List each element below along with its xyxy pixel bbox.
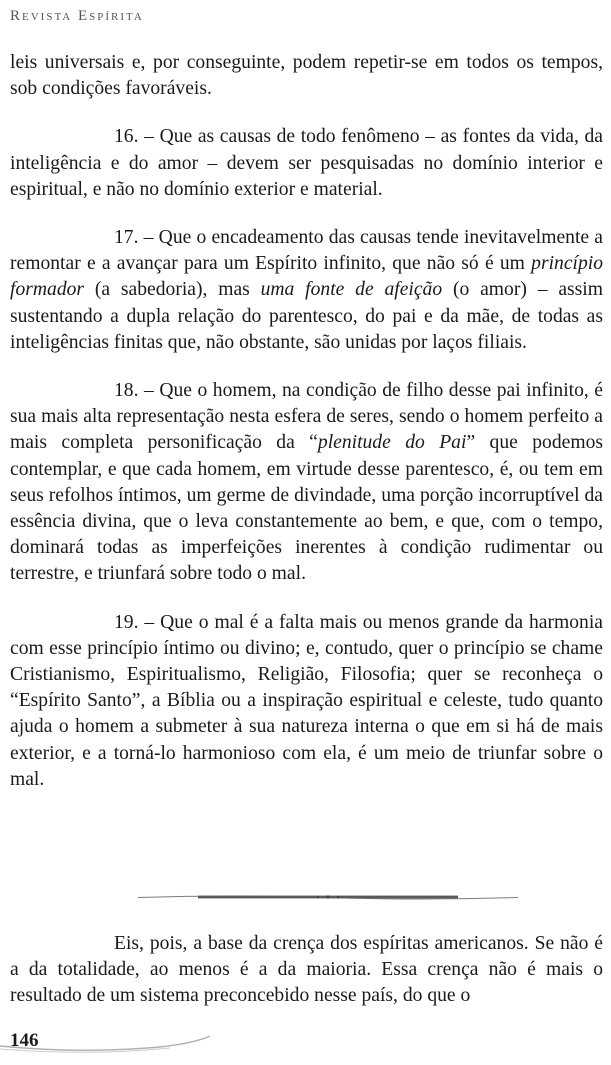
page-body-continued (10, 931, 603, 1032)
section-divider-ornament (138, 892, 518, 902)
paragraph-item-17 (10, 225, 603, 356)
paragraph-conclusion: Eis, pois, a base da crença dos espíritas americanos. Se não é a da totalidade, ao menos é a da maioria. Essa crença não é mais o resultado de um sistema preconcebido nesse país, do que o (10, 933, 603, 1007)
page-number: 146 (10, 1030, 39, 1051)
paragraph-item-19: 19. – Que o mal é a falta mais ou menos grande da harmonia com esse princípio íntimo ou divino; e, contudo, quer o princípio se chame Cristianismo, Espiritualismo, Religião, Filosofia; quer se reconheça o “Espírito Santo”, a Bíblia ou a inspiração espiritual e celeste, tudo quanto ajuda o homem a submeter à sua natureza interna o que em si há de mais exterior, e a torná-lo harmonioso com ela, é um meio de triunfar sobre o mal. (10, 611, 603, 790)
emphasis-principio-formador: princípio formador (10, 253, 603, 301)
running-header: Revista Espírita (10, 8, 144, 24)
text-span: 17. – Que o encadeamento das causas tende inevitavelmente a remontar e a avançar para um Espírito infinito, que não só é um (10, 227, 603, 275)
emphasis-fonte-de-afeicao: uma fonte de afeição (260, 279, 443, 301)
page-body (10, 50, 603, 815)
text-span: (o amor) – assim sustentando a dupla relação do parentesco, do pai e da mãe, de todas as inteligências finitas que, não obstante, são unidas por laços filiais. (10, 279, 603, 353)
text-span: (a sabedoria), mas (84, 279, 261, 301)
text-span: 18. – Que o homem, na condição de filho desse pai infinito, é sua mais alta representação nesta esfera de seres, sendo o homem perfeito a mais completa personificação da “ (10, 380, 603, 454)
text-span: ” que podemos contemplar, e que cada homem, em virtude desse parentesco, é, ou tem em seus refolhos íntimos, um germe de divindade, uma porção incorruptível da essência divina, que o leva constantemente ao bem, e que, com o tempo, dominará todas as imperfeições inerentes à condição rudimentar ou terrestre, e triunfará sobre todo o mal. (10, 432, 603, 585)
paragraph-continuation: leis universais e, por conseguinte, podem repetir-se em todos os tempos, sob condições favoráveis. (10, 52, 603, 100)
paragraph-item-16: 16. – Que as causas de todo fenômeno – as fontes da vida, da inteligência e do amor – devem ser pesquisadas no domínio interior e espiritual, e não no domínio exterior e material. (10, 126, 603, 200)
emphasis-plenitude-do-pai: plenitude do Pai (317, 432, 467, 454)
paragraph-item-18 (10, 378, 603, 588)
